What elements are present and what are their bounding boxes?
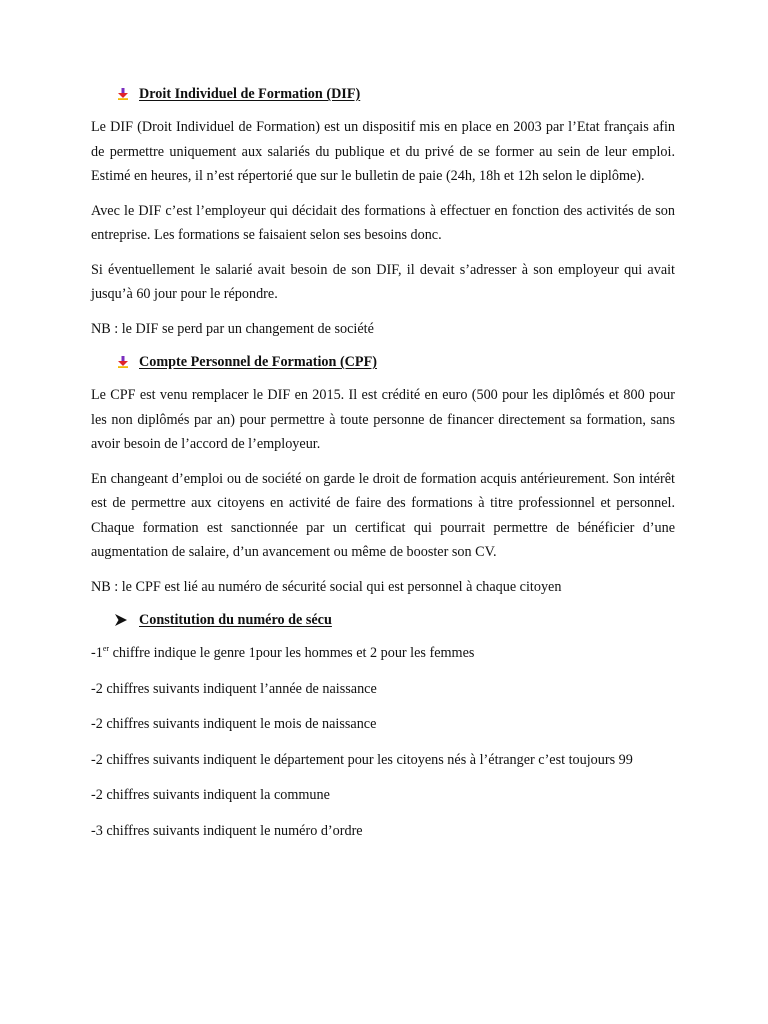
secu-item-5: -2 chiffres suivants indiquent la commune: [91, 787, 330, 803]
dif-note: NB : le DIF se perd par un changement de société: [91, 320, 374, 337]
cpf-heading-text: Compte Personnel de Formation (CPF): [139, 354, 377, 370]
cpf-paragraph-1: Le CPF est venu remplacer le DIF en 2015. Il est crédité en euro (500 pour les diplômés et 800 pour les non diplômés par an) pour permettre à toute personne de financer directement sa formation, sans avoir besoin de l’accord de l’employeur.: [91, 387, 675, 452]
secu-heading: [115, 610, 675, 630]
dif-heading-text: Droit Individuel de Formation (DIF): [139, 86, 361, 102]
cpf-note: NB : le CPF est lié au numéro de sécurité social qui est personnel à chaque citoyen: [91, 578, 562, 595]
arrowhead-right-icon: [115, 614, 127, 626]
dif-paragraph-3: Si éventuellement le salarié avait besoin de son DIF, il devait s’adresser à son employeur qui avait jusqu’à 60 jour pour le répondre.: [91, 261, 675, 302]
arrow-down-colored-icon: [117, 356, 129, 368]
secu-item-1-rest: chiffre indique le genre 1pour les hommes et 2 pour les femmes: [109, 645, 475, 661]
secu-item-1: [91, 641, 675, 666]
arrow-down-colored-icon: [117, 88, 129, 100]
dif-paragraph-1: Le DIF (Droit Individuel de Formation) est un dispositif mis en place en 2003 par l’Etat français afin de permettre uniquement aux salariés du publique et du privé de se former au sein de leur emploi. Estimé en heures, il n’est répertorié que sur le bulletin de paie (24h, 18h et 12h selon le diplôme).: [91, 119, 675, 184]
secu-heading-text: Constitution du numéro de sécu: [139, 612, 332, 628]
secu-item-3: -2 chiffres suivants indiquent le mois de naissance: [91, 716, 377, 732]
dif-paragraph-2: Avec le DIF c’est l’employeur qui décidait des formations à effectuer en fonction des activités de son entreprise. Les formations se faisaient selon ses besoins donc.: [91, 202, 675, 243]
cpf-heading: [117, 352, 675, 372]
secu-item-1-sup: er: [102, 644, 110, 653]
secu-item-1-prefix: -1: [91, 645, 103, 661]
cpf-paragraph-2: En changeant d’emploi ou de société on garde le droit de formation acquis antérieurement. Son intérêt est de permettre aux citoyens en activité de faire des formations à titre professionnel et personnel. Chaque formation est sanctionnée par un certificat qui pourrait permettre de bénéficier d’une augmentation de salaire, d’un avancement ou même de booster son CV.: [91, 470, 675, 560]
secu-item-6: -3 chiffres suivants indiquent le numéro d’ordre: [91, 822, 363, 839]
secu-item-2: -2 chiffres suivants indiquent l’année de naissance: [91, 680, 377, 697]
dif-heading: [117, 84, 675, 104]
secu-item-4: -2 chiffres suivants indiquent le département pour les citoyens nés à l’étranger c’est toujours 99: [91, 751, 633, 768]
document-page: [91, 84, 675, 854]
